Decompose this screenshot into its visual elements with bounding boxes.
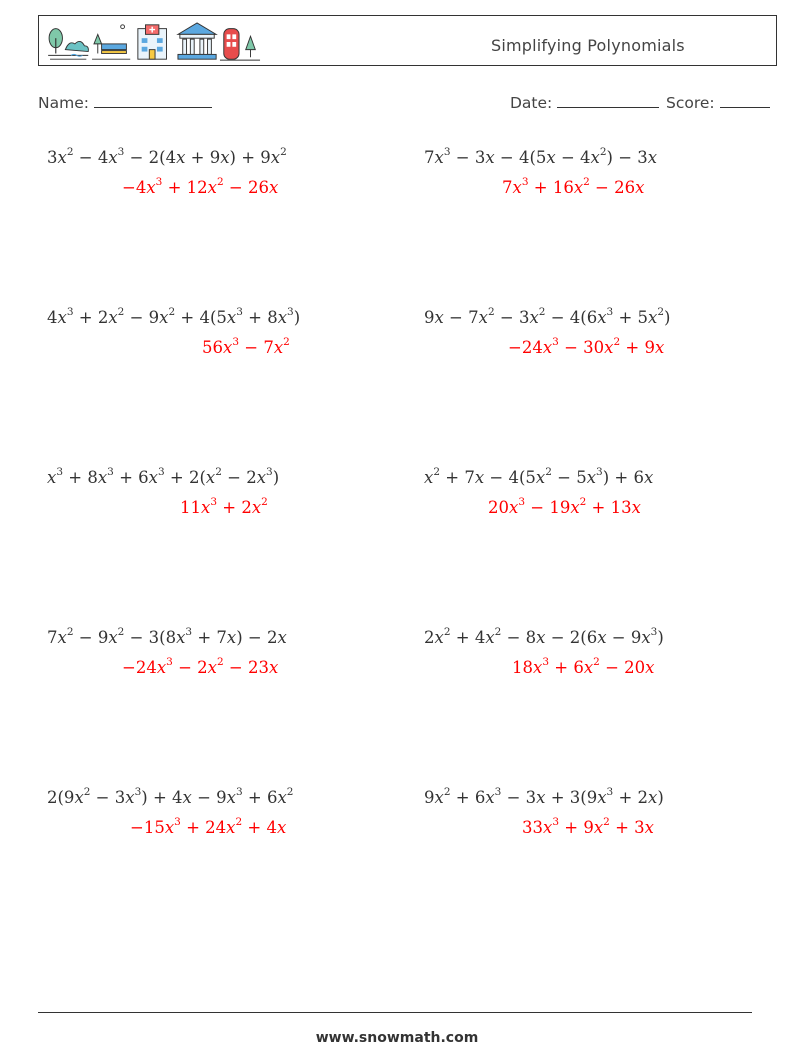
problem-expression: $9x - 7x^2 - 3x^2 - 4(6x^3 + 5x^2)$ bbox=[424, 305, 671, 327]
problem-expression: $x^2 + 7x - 4(5x^2 - 5x^3) + 6x$ bbox=[424, 465, 654, 487]
date-field[interactable] bbox=[510, 93, 659, 112]
name-label: Name: bbox=[38, 94, 89, 112]
problem-expression: $3x^2 - 4x^3 - 2(4x + 9x) + 9x^2$ bbox=[47, 145, 287, 167]
problem-answer: $18x^3 + 6x^2 - 20x$ bbox=[512, 655, 655, 677]
header-illustrations bbox=[41, 21, 271, 63]
footer-divider bbox=[38, 1012, 752, 1013]
problem-answer: $-24x^3 - 30x^2 + 9x$ bbox=[508, 335, 665, 357]
score-line[interactable] bbox=[720, 93, 770, 108]
phone-booth-icon bbox=[220, 29, 260, 61]
name-field[interactable] bbox=[38, 93, 212, 112]
date-line[interactable] bbox=[557, 93, 659, 108]
park-bench-icon bbox=[92, 25, 130, 59]
worksheet-title: Simplifying Polynomials bbox=[491, 36, 685, 55]
problem-expression: $7x^2 - 9x^2 - 3(8x^3 + 7x) - 2x$ bbox=[47, 625, 287, 647]
problem-answer: $20x^3 - 19x^2 + 13x$ bbox=[488, 495, 641, 517]
problem-expression: $x^3 + 8x^3 + 6x^3 + 2(x^2 - 2x^3)$ bbox=[47, 465, 280, 487]
footer-url: www.snowmath.com bbox=[315, 1030, 479, 1046]
date-label: Date: bbox=[510, 94, 553, 112]
problem-answer: $-15x^3 + 24x^2 + 4x$ bbox=[130, 815, 287, 837]
problem-expression: $4x^3 + 2x^2 - 9x^2 + 4(5x^3 + 8x^3)$ bbox=[47, 305, 301, 327]
problem-answer: $56x^3 - 7x^2$ bbox=[202, 335, 290, 357]
name-line[interactable] bbox=[94, 93, 212, 108]
problem-expression: $9x^2 + 6x^3 - 3x + 3(9x^3 + 2x)$ bbox=[424, 785, 664, 807]
problem-answer: $11x^3 + 2x^2$ bbox=[180, 495, 268, 517]
hospital-icon bbox=[138, 25, 167, 59]
problem-answer: $-24x^3 - 2x^2 - 23x$ bbox=[122, 655, 279, 677]
problem-expression: $2x^2 + 4x^2 - 8x - 2(6x - 9x^3)$ bbox=[424, 625, 664, 647]
museum-icon bbox=[178, 23, 216, 59]
score-field[interactable] bbox=[666, 93, 770, 112]
tree-lake-icon bbox=[48, 29, 88, 60]
problem-answer: $7x^3 + 16x^2 - 26x$ bbox=[502, 175, 645, 197]
problem-expression: $2(9x^2 - 3x^3) + 4x - 9x^3 + 6x^2$ bbox=[47, 785, 294, 807]
problem-answer: $-4x^3 + 12x^2 - 26x$ bbox=[122, 175, 279, 197]
problem-expression: $7x^3 - 3x - 4(5x - 4x^2) - 3x$ bbox=[424, 145, 658, 167]
score-label: Score: bbox=[666, 94, 715, 112]
worksheet-header bbox=[38, 15, 777, 66]
problem-answer: $33x^3 + 9x^2 + 3x$ bbox=[522, 815, 654, 837]
